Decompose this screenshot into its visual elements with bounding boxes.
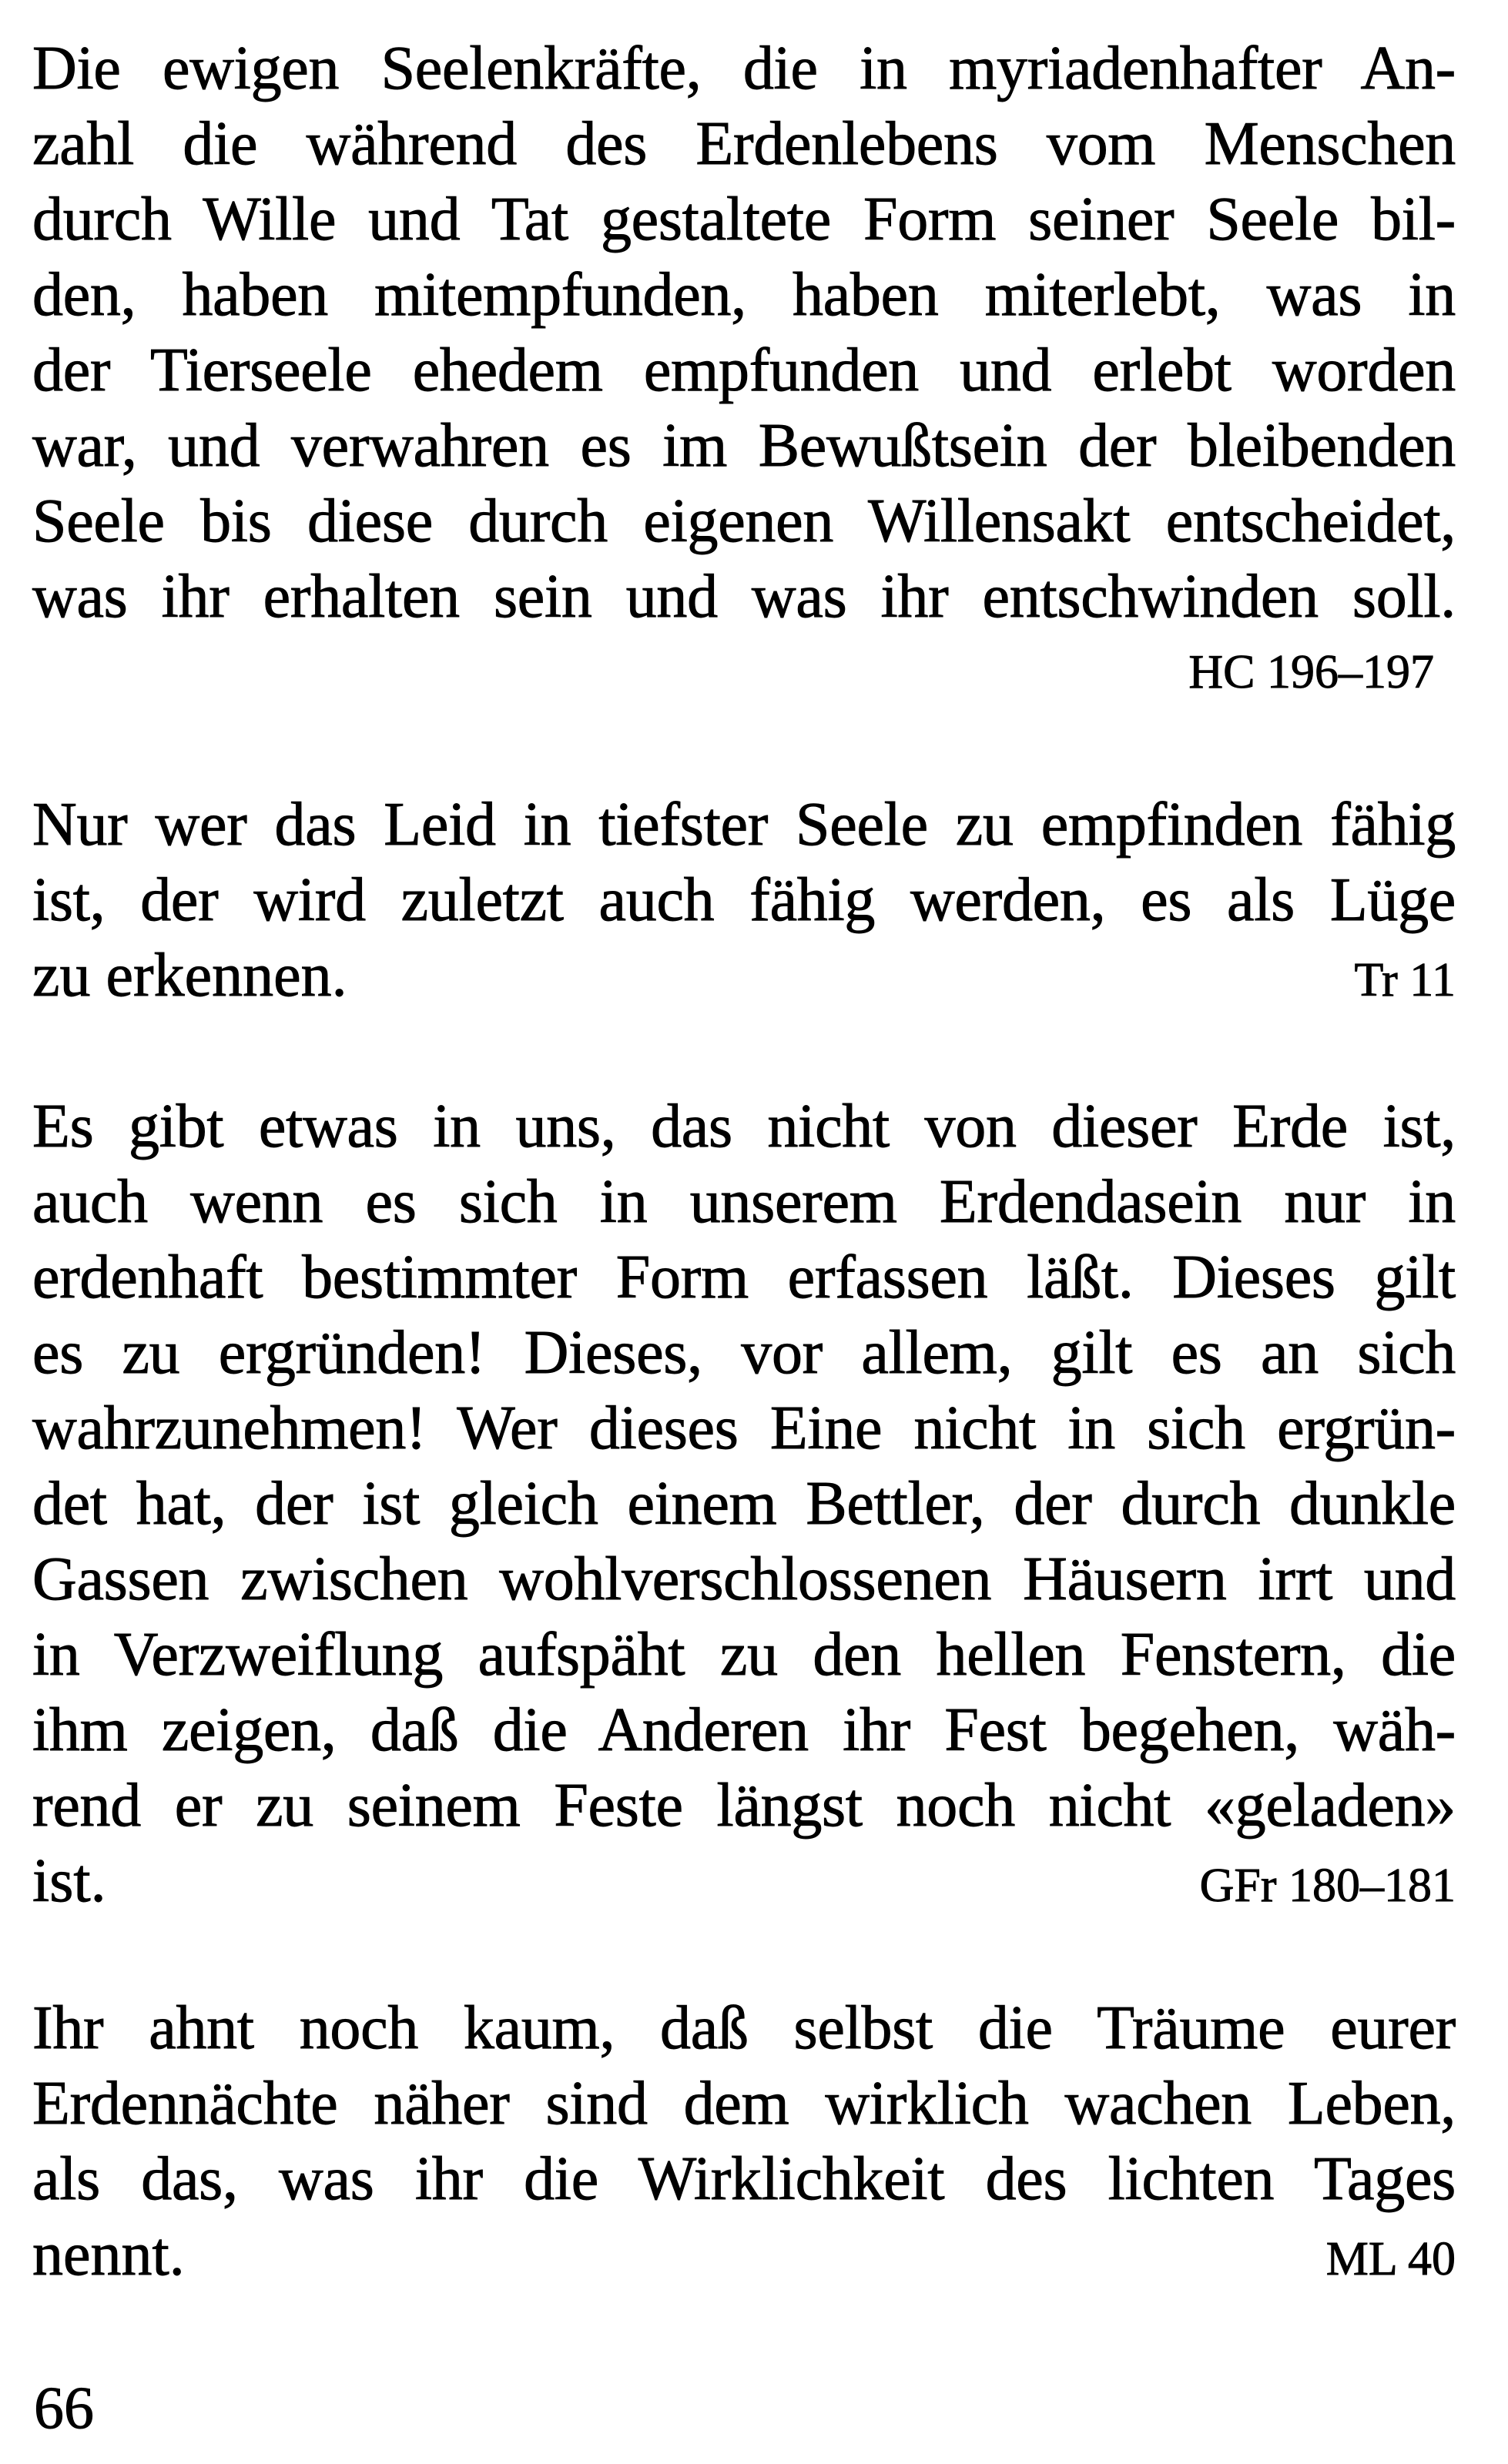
quote-citation: ML 40 <box>1325 2233 1456 2285</box>
quote-block-1 <box>32 31 1456 710</box>
quote-last-line-row <box>32 938 1456 1013</box>
quote-line: war, und verwahren es im Bewußtsein der bleibenden <box>32 412 1456 480</box>
quote-line: in Verzweiflung aufspäht zu den hellen Fenstern, die <box>32 1621 1456 1689</box>
quote-line: der Tierseele ehedem empfunden und erlebt worden <box>32 336 1456 404</box>
quote-last-line: nennt. <box>32 2221 185 2288</box>
quote-line: es zu ergründen! Dieses, vor allem, gilt es an sich <box>32 1319 1456 1387</box>
quote-block-2 <box>32 787 1456 1013</box>
quote-block-4 <box>32 1990 1456 2292</box>
quote-line: det hat, der ist gleich einem Bettler, der durch dunkle <box>32 1470 1456 1538</box>
quote-line: durch Wille und Tat gestaltete Form seiner Seele bil- <box>32 186 1456 253</box>
quote-line: Die ewigen Seelenkräfte, die in myriadenhafter An- <box>32 35 1456 102</box>
quote-line: ist, der wird zuletzt auch fähig werden, es als Lüge <box>32 866 1456 934</box>
quote-citation: Tr 11 <box>1354 954 1456 1006</box>
quote-line: rend er zu seinem Feste längst noch nicht «geladen» <box>32 1772 1456 1840</box>
quote-line: zahl die während des Erdenlebens vom Menschen <box>32 110 1456 178</box>
quote-line: Nur wer das Leid in tiefster Seele zu empfinden fähig <box>32 791 1456 859</box>
quote-citation: GFr 180–181 <box>1199 1860 1456 1912</box>
page-number: 66 <box>34 2374 94 2441</box>
quote-last-line-row <box>32 2217 1456 2292</box>
quote-line: den, haben mitempfunden, haben miterlebt, was in <box>32 261 1456 329</box>
quote-line: auch wenn es sich in unserem Erdendasein nur in <box>32 1168 1456 1236</box>
quote-line: Seele bis diese durch eigenen Willensakt entscheidet, <box>32 487 1456 555</box>
quote-citation: HC 196–197 <box>1188 646 1434 698</box>
quote-line: ihm zeigen, daß die Anderen ihr Fest begehen, wäh- <box>32 1696 1456 1764</box>
quote-line: was ihr erhalten sein und was ihr entschwinden soll. <box>32 563 1456 631</box>
quote-line: Es gibt etwas in uns, das nicht von dieser Erde ist, <box>32 1093 1456 1160</box>
quote-line: erdenhaft bestimmter Form erfassen läßt. Dieses gilt <box>32 1244 1456 1311</box>
quote-block-3 <box>32 1089 1456 1919</box>
quote-line: Gassen zwischen wohlverschlossenen Häusern irrt und <box>32 1545 1456 1613</box>
quote-last-line: zu erkennen. <box>32 942 347 1009</box>
quote-last-line: ist. <box>32 1847 106 1915</box>
quote-line: Erdennächte näher sind dem wirklich wachen Leben, <box>32 2070 1456 2138</box>
quote-last-line-row <box>32 1843 1456 1919</box>
quote-line: als das, was ihr die Wirklichkeit des lichten Tages <box>32 2145 1456 2213</box>
quote-line: Ihr ahnt noch kaum, daß selbst die Träume eurer <box>32 1994 1456 2062</box>
quote-line: wahrzunehmen! Wer dieses Eine nicht in sich ergrün- <box>32 1394 1456 1462</box>
